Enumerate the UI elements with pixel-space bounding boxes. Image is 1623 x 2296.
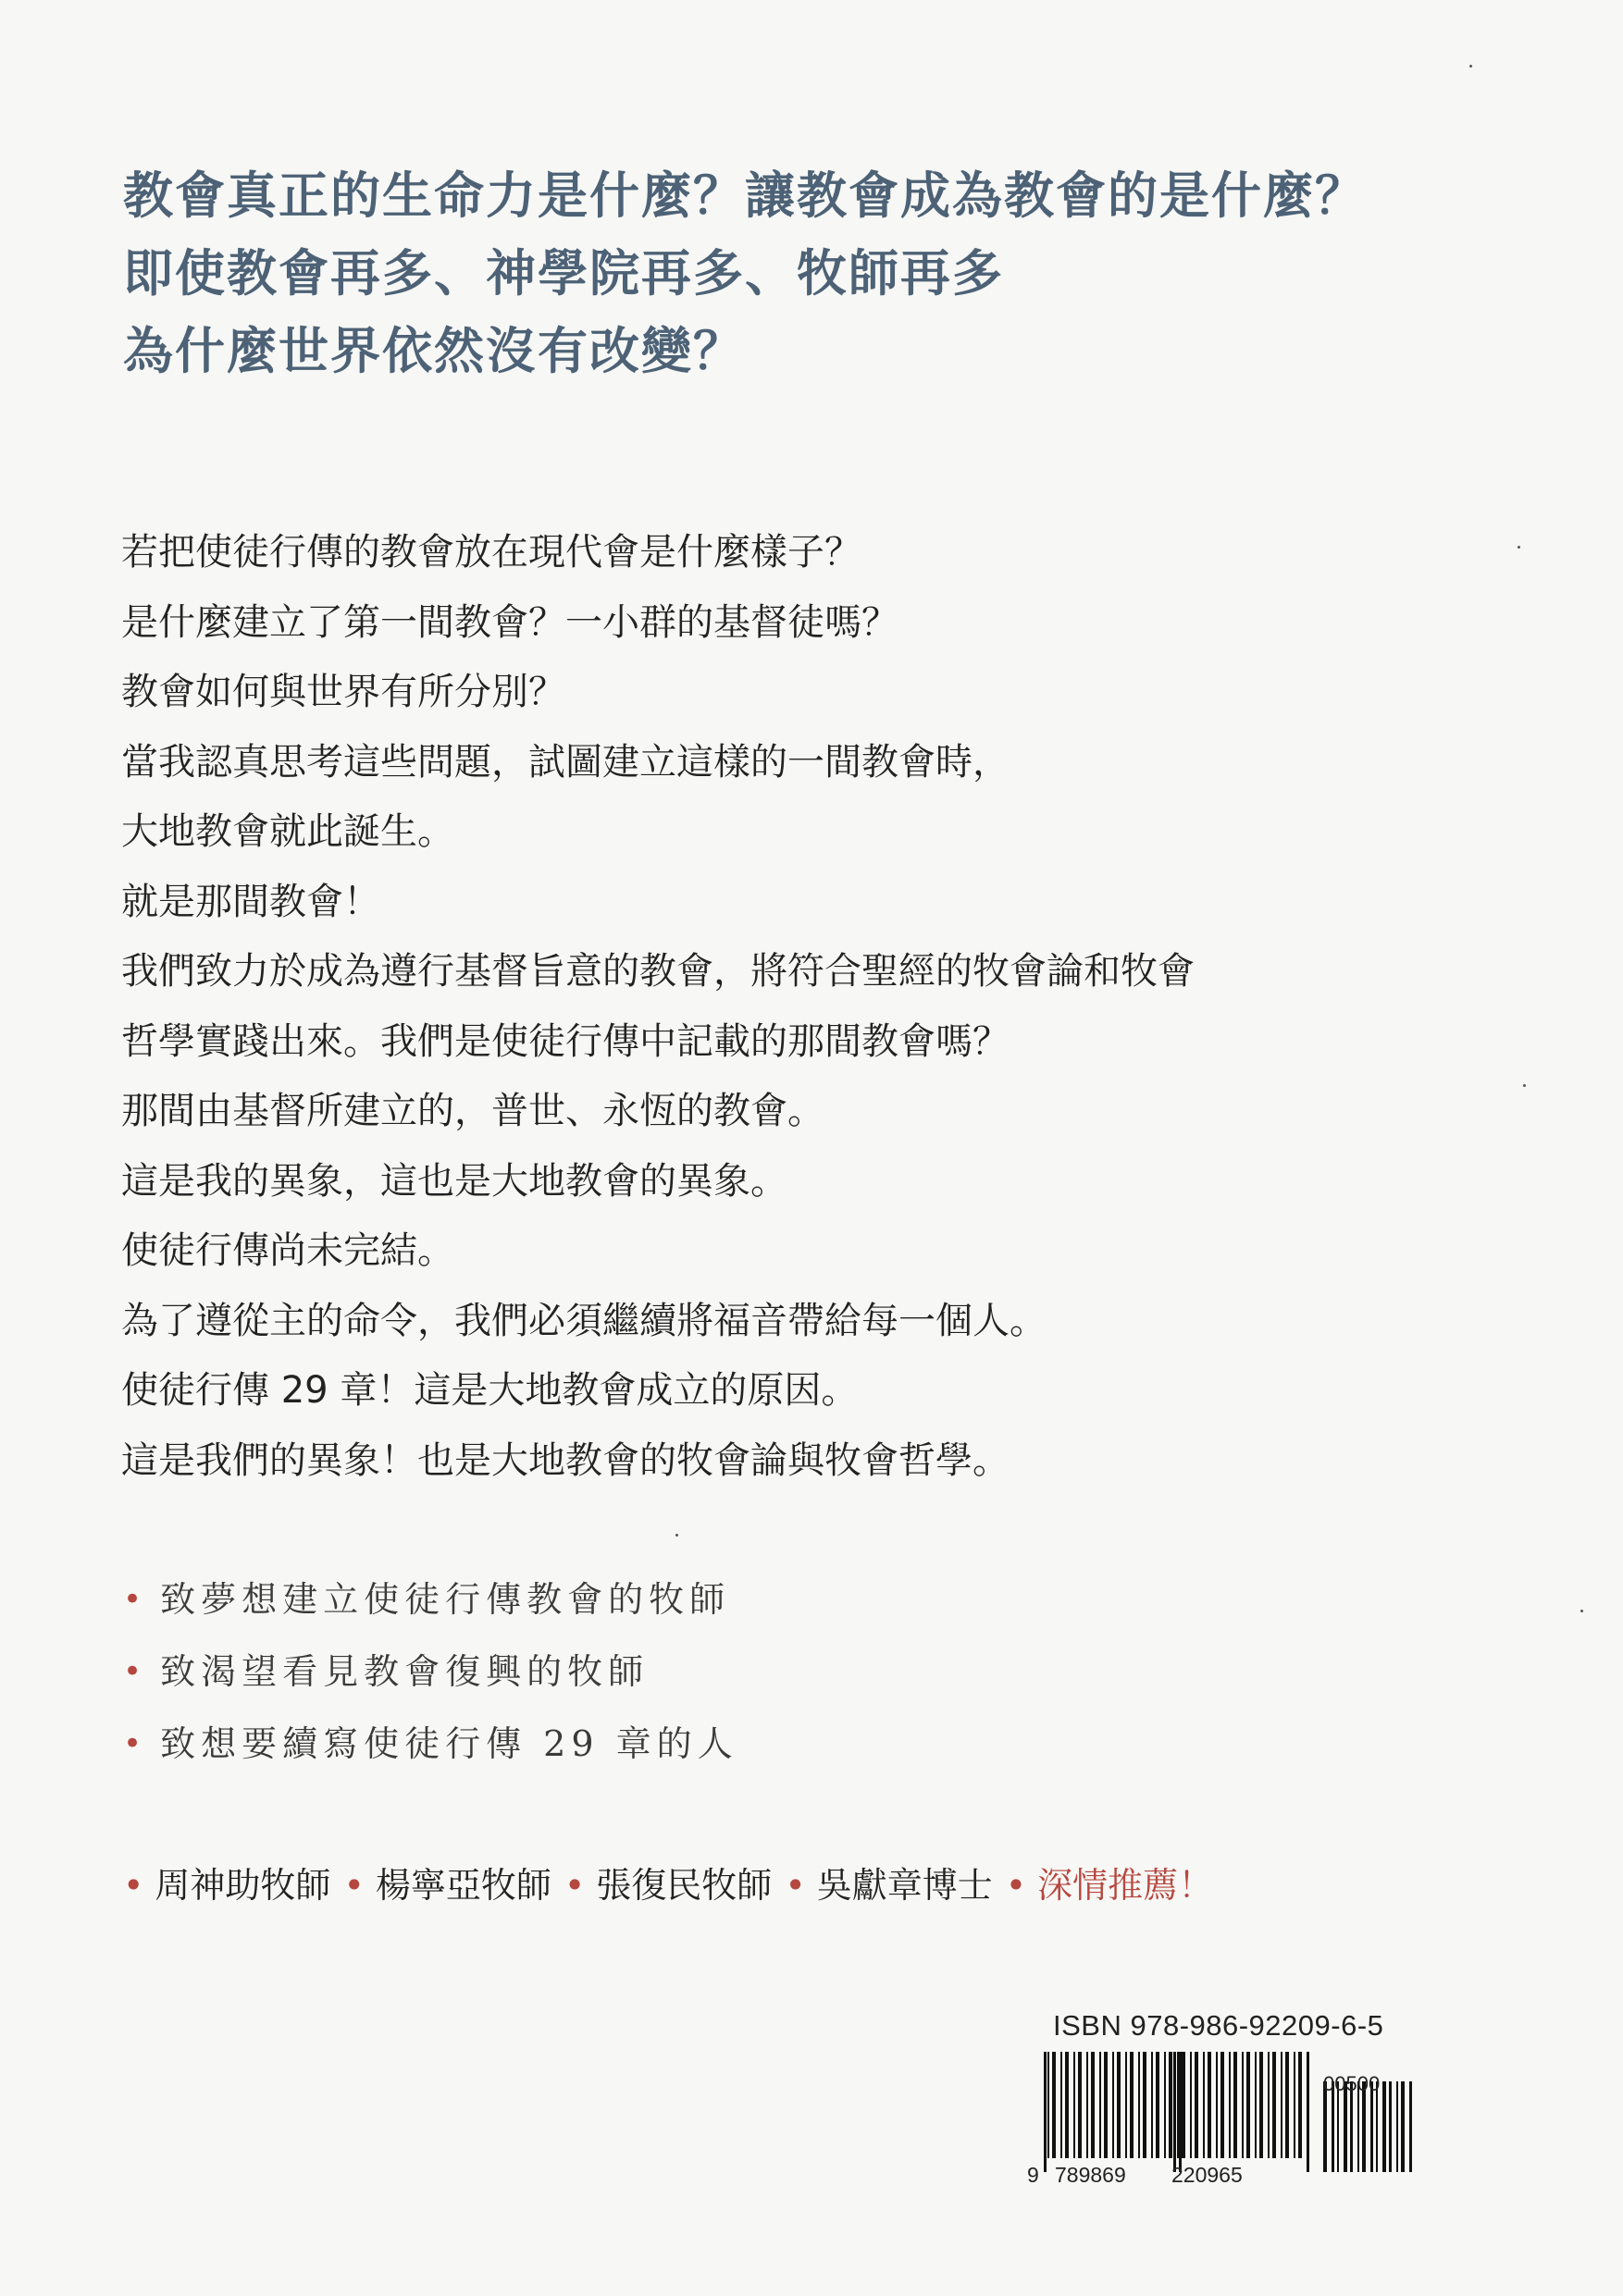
barcode-addon-bar (1389, 2081, 1392, 2172)
isbn-label: ISBN 978-986-92209-6-5 (1053, 2009, 1384, 2042)
barcode-addon-bar (1382, 2081, 1386, 2172)
barcode-bar (1125, 2052, 1127, 2158)
body-line: 哲學實踐出來。我們是使徒行傳中記載的那間教會嗎？ (121, 1019, 1010, 1063)
headline-line-2: 即使教會再多、神學院再多、牧師再多 (123, 244, 1004, 302)
scan-speck (1469, 65, 1472, 68)
body-line: 大地教會就此誕生。 (121, 810, 454, 853)
barcode-bar (1164, 2052, 1166, 2158)
barcode-bar (1242, 2052, 1244, 2158)
recommender-name: 周神助牧師 (155, 1865, 331, 1906)
recommendation-line (123, 1858, 1213, 1913)
barcode-bar (1203, 2052, 1205, 2158)
recommender-name: 吳獻章博士 (816, 1865, 993, 1906)
bullet-icon: • (123, 1581, 142, 1618)
barcode-guard-bar (1044, 2052, 1047, 2172)
body-line: 我們致力於成為遵行基督旨意的教會，將符合聖經的牧會論和牧會 (121, 950, 1195, 993)
dedication-text: 致想要續寫使徒行傳 29 章的人 (160, 1723, 738, 1764)
barcode-bar (1182, 2052, 1185, 2158)
dedication-item (123, 1636, 738, 1708)
dedication-list (123, 1563, 738, 1780)
body-line: 為了遵從主的命令，我們必須繼續將福音帶給每一個人。 (121, 1299, 1047, 1342)
body-text (121, 518, 1195, 1496)
barcode-bar (1099, 2052, 1101, 2158)
barcode-bar (1233, 2052, 1237, 2158)
barcode-bar (1078, 2052, 1082, 2158)
barcode-digits-2: 220965 (1171, 2163, 1243, 2187)
barcode-bar (1112, 2052, 1114, 2158)
barcode-bar (1052, 2052, 1056, 2158)
body-line: 是什麼建立了第一間教會？一小群的基督徒嗎？ (121, 600, 898, 644)
barcode-guard-bar (1307, 2052, 1309, 2172)
barcode-bar (1138, 2052, 1140, 2158)
barcode-bar (1281, 2052, 1282, 2158)
bullet-icon: • (564, 1865, 586, 1906)
barcode-bar (1151, 2052, 1153, 2158)
body-line: 就是那間教會！ (121, 880, 380, 923)
barcode-addon-bar (1396, 2081, 1398, 2172)
barcode-bar (1104, 2052, 1108, 2158)
body-line: 那間由基督所建立的，普世、永恆的教會。 (121, 1090, 824, 1132)
bullet-icon: • (123, 1653, 142, 1690)
barcode-guard-bar (1173, 2052, 1176, 2172)
scan-speck (1523, 1084, 1526, 1087)
body-line: 教會如何與世界有所分別？ (121, 671, 565, 713)
body-line: 這是我們的異象！也是大地教會的牧會論與牧會哲學。 (121, 1438, 1010, 1482)
barcode-bar (1060, 2052, 1062, 2158)
barcode-bar (1208, 2052, 1211, 2158)
barcode-bar (1177, 2052, 1179, 2158)
bullet-icon: • (785, 1865, 806, 1906)
scan-speck (1518, 546, 1520, 549)
barcode-bar (1130, 2052, 1134, 2158)
barcode-digits-1: 789869 (1055, 2163, 1126, 2187)
bullet-icon: • (343, 1865, 365, 1906)
body-line: 若把使徒行傳的教會放在現代會是什麼樣子？ (121, 531, 861, 574)
bullet-icon: • (123, 1865, 144, 1906)
barcode-bar (1255, 2052, 1257, 2158)
barcode-bar (1117, 2052, 1121, 2158)
barcode-addon-bar (1401, 2081, 1405, 2172)
headline-line-1: 教會真正的生命力是什麼？讓教會成為教會的是什麼？ (123, 167, 1367, 225)
barcode-bar (1143, 2052, 1146, 2158)
dedication-text: 致渴望看見教會復興的牧師 (160, 1651, 650, 1692)
headline (123, 157, 1367, 390)
barcode-bar (1294, 2052, 1295, 2158)
barcode-bar (1169, 2052, 1172, 2158)
barcode-bar (1268, 2052, 1270, 2158)
dedication-item (123, 1708, 738, 1780)
barcode-price-code: 00500 (1323, 2072, 1381, 2095)
barcode-bar (1229, 2052, 1231, 2158)
barcode-guard-bar (1179, 2052, 1182, 2172)
recommender-name: 張復民牧師 (596, 1865, 773, 1906)
dedication-item (123, 1563, 738, 1636)
barcode-bar (1259, 2052, 1263, 2158)
headline-line-3: 為什麼世界依然沒有改變？ (123, 322, 745, 380)
barcode-bar (1190, 2052, 1192, 2158)
bullet-icon: • (1005, 1865, 1027, 1906)
barcode-bar (1246, 2052, 1250, 2158)
barcode-bar (1272, 2052, 1276, 2158)
barcode-bar (1047, 2052, 1049, 2158)
barcode-bar (1220, 2052, 1224, 2158)
barcode-bar (1073, 2052, 1075, 2158)
dedication-text: 致夢想建立使徒行傳教會的牧師 (160, 1579, 731, 1620)
barcode-bar (1298, 2052, 1302, 2158)
barcode-bar (1285, 2052, 1289, 2158)
barcode-bar (1156, 2052, 1159, 2158)
scan-speck (1580, 1610, 1583, 1612)
body-line: 使徒行傳尚未完結。 (121, 1229, 454, 1272)
body-line: 這是我的異象，這也是大地教會的異象。 (121, 1159, 787, 1203)
recommender-name: 楊寧亞牧師 (375, 1865, 551, 1906)
barcode-addon-bar (1409, 2081, 1412, 2172)
scan-speck (675, 1534, 678, 1537)
body-line: 使徒行傳 29 章！這是大地教會成立的原因。 (121, 1369, 859, 1412)
barcode-bar (1086, 2052, 1088, 2158)
bullet-icon: • (123, 1725, 142, 1762)
barcode-lead-digit: 9 (1027, 2163, 1039, 2187)
barcode-bar (1216, 2052, 1218, 2158)
barcode-bar (1065, 2052, 1069, 2158)
barcode-bar (1195, 2052, 1198, 2158)
recommend-suffix: 深情推薦！ (1037, 1865, 1214, 1906)
body-line: 當我認真思考這些問題，試圖建立這樣的一間教會時， (121, 740, 1010, 784)
barcode-bar (1091, 2052, 1095, 2158)
